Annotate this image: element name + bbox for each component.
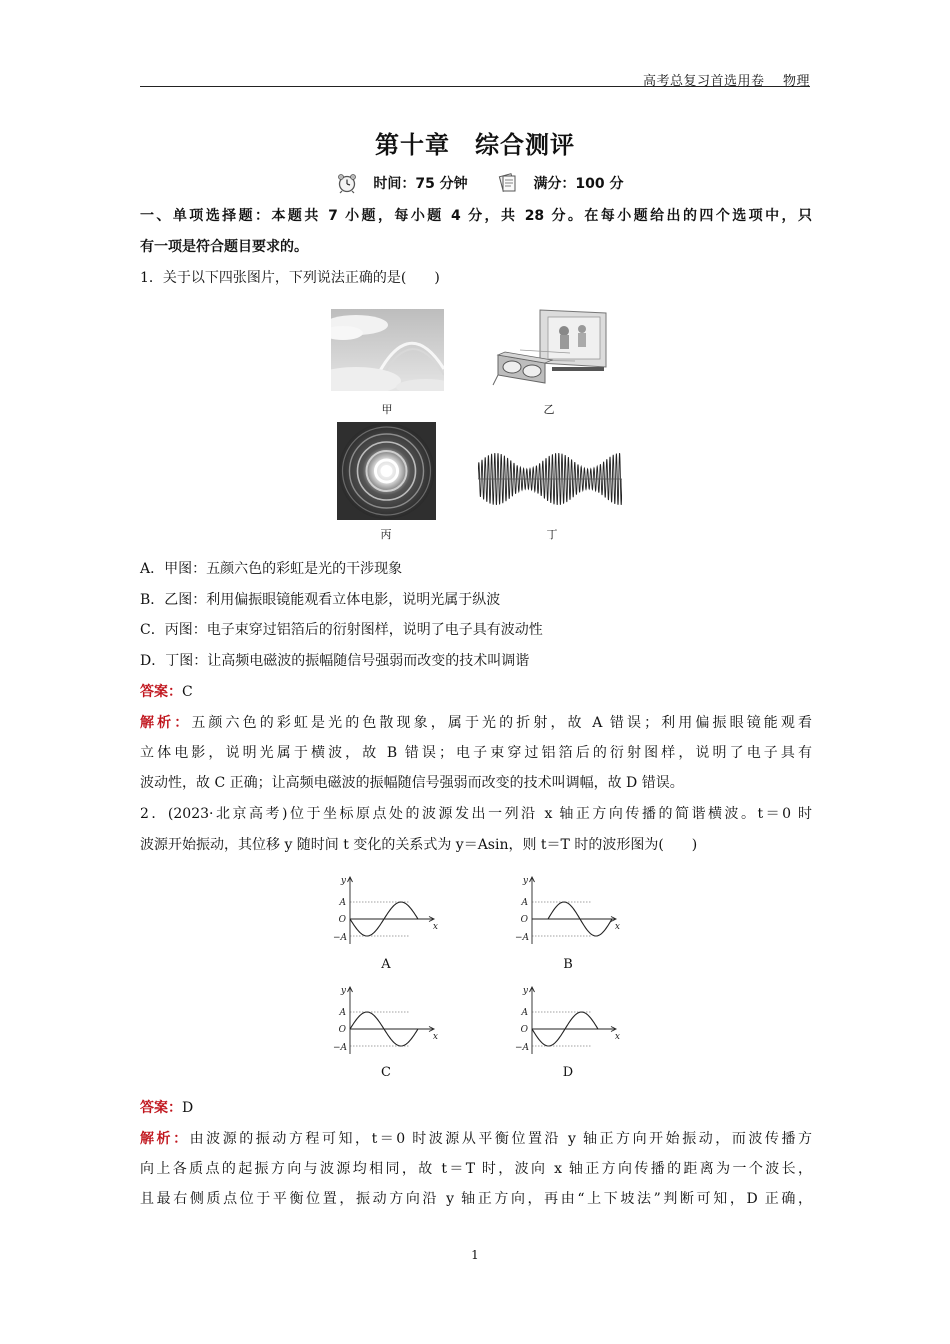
y-axis-label: y: [522, 986, 528, 996]
section-heading-line-2: 有一项是符合题目要求的。: [140, 239, 308, 255]
q1-answer: [140, 682, 812, 702]
negative-amplitude-label: −A: [332, 933, 347, 943]
y-axis-label: y: [340, 986, 346, 996]
q2-analysis-label: 解析：: [140, 1131, 190, 1147]
page-number: 1: [471, 1248, 479, 1262]
q1-option-c: C．丙图：电子束穿过铝箔后的衍射图样，说明了电子具有波动性: [140, 622, 543, 638]
wave-graph-caption-b: B: [563, 957, 573, 972]
amplitude-modulation-figure: [478, 448, 622, 510]
wave-graph-caption-d: D: [562, 1065, 574, 1080]
rainbow-figure: [331, 309, 444, 391]
figure-caption-ding: 丁: [546, 528, 558, 541]
q2-answer: [140, 1098, 812, 1118]
figure-caption-jia: 甲: [381, 403, 393, 416]
amplitude-label: A: [521, 898, 528, 908]
origin-label: O: [338, 915, 346, 925]
figure-caption-yi: 乙: [543, 403, 555, 416]
q1-option-b: B．乙图：利用偏振眼镜能观看立体电影，说明光属于纵波: [140, 592, 501, 608]
negative-amplitude-label: −A: [514, 933, 529, 943]
wave-graph-b: [512, 874, 622, 948]
q2-analysis-line-1: [140, 1129, 812, 1149]
q2-stem-line-2: 波源开始振动，其位移 y 随时间 t 变化的关系式为 y＝Asin，则 t＝T 时的波形图为( ): [140, 837, 698, 853]
negative-amplitude-label: −A: [514, 1043, 529, 1053]
diffraction-rings-figure: [337, 422, 436, 520]
q1-analysis-text-1: 五颜六色的彩虹是光的色散现象，属于光的折射，故 A 错误；利用偏振眼镜能观看: [191, 715, 812, 731]
header-subject: 物理: [782, 74, 810, 89]
x-axis-label: x: [614, 922, 620, 932]
wave-graph-a: [330, 874, 440, 948]
q1-analysis-line-1: [140, 713, 812, 733]
q2-answer-label: 答案：: [140, 1100, 182, 1116]
wave-graph-caption-c: C: [381, 1065, 391, 1080]
q1-analysis-line-3: 波动性，故 C 正确；让高频电磁波的振幅随信号强弱而改变的技术叫调幅，故 D 错误。: [140, 775, 684, 791]
figure-caption-bing: 丙: [380, 528, 392, 541]
origin-label: O: [520, 915, 528, 925]
x-axis-label: x: [432, 922, 438, 932]
wave-graph-d: [512, 984, 622, 1058]
q2-stem-line-1: 2．(2023·北京高考)位于坐标原点处的波源发出一列沿 x 轴正方向传播的简谐横波。t＝0 时: [140, 806, 812, 822]
q1-analysis-label: 解析：: [140, 715, 192, 731]
q1-answer-value: C: [182, 684, 193, 700]
exam-score: 满分：100 分: [533, 176, 624, 192]
x-axis-label: x: [614, 1032, 620, 1042]
y-axis-label: y: [340, 876, 346, 886]
q2-analysis-line-3: 且最右侧质点位于平衡位置，振动方向沿 y 轴正方向，再由“上下坡法”判断可知，D 正确，: [140, 1191, 812, 1207]
x-axis-label: x: [432, 1032, 438, 1042]
exam-meta: [0, 172, 950, 194]
page-title: 第十章 综合测评: [375, 131, 575, 159]
3d-cinema-figure: [490, 305, 610, 390]
amplitude-label: A: [521, 1008, 528, 1018]
origin-label: O: [338, 1025, 346, 1035]
q2-analysis-line-2: 向上各质点的起振方向与波源均相同，故 t＝T 时，波向 x 轴正方向传播的距离为一个波长，: [140, 1161, 812, 1177]
amplitude-label: A: [339, 1008, 346, 1018]
q1-answer-label: 答案：: [140, 684, 182, 700]
q2-answer-value: D: [182, 1100, 194, 1116]
q2-analysis-text-1: 由波源的振动方程可知，t＝0 时波源从平衡位置沿 y 轴正方向开始振动，而波传播方: [189, 1131, 812, 1147]
header-rule: [140, 86, 810, 87]
wave-graph-c: [330, 984, 440, 1058]
header-book: 高考总复习首选用卷: [642, 74, 765, 89]
alarm-clock-icon: [336, 172, 358, 194]
wave-graph-caption-a: A: [381, 957, 391, 972]
q1-stem: 1．关于以下四张图片，下列说法正确的是( ): [140, 270, 440, 286]
y-axis-label: y: [522, 876, 528, 886]
exam-time: 时间：75 分钟: [373, 176, 468, 192]
section-heading-line-1: 一、单项选择题：本题共 7 小题，每小题 4 分，共 28 分。在每小题给出的四个选项中，只: [140, 208, 812, 224]
amplitude-label: A: [339, 898, 346, 908]
negative-amplitude-label: −A: [332, 1043, 347, 1053]
origin-label: O: [520, 1025, 528, 1035]
score-paper-icon: [497, 172, 519, 194]
q1-analysis-line-2: 立体电影，说明光属于横波，故 B 错误；电子束穿过铝箔后的衍射图样，说明了电子具有: [140, 745, 812, 761]
q1-option-d: D．丁图：让高频电磁波的振幅随信号强弱而改变的技术叫调谐: [140, 653, 530, 669]
q1-option-a: A．甲图：五颜六色的彩虹是光的干涉现象: [140, 561, 403, 577]
